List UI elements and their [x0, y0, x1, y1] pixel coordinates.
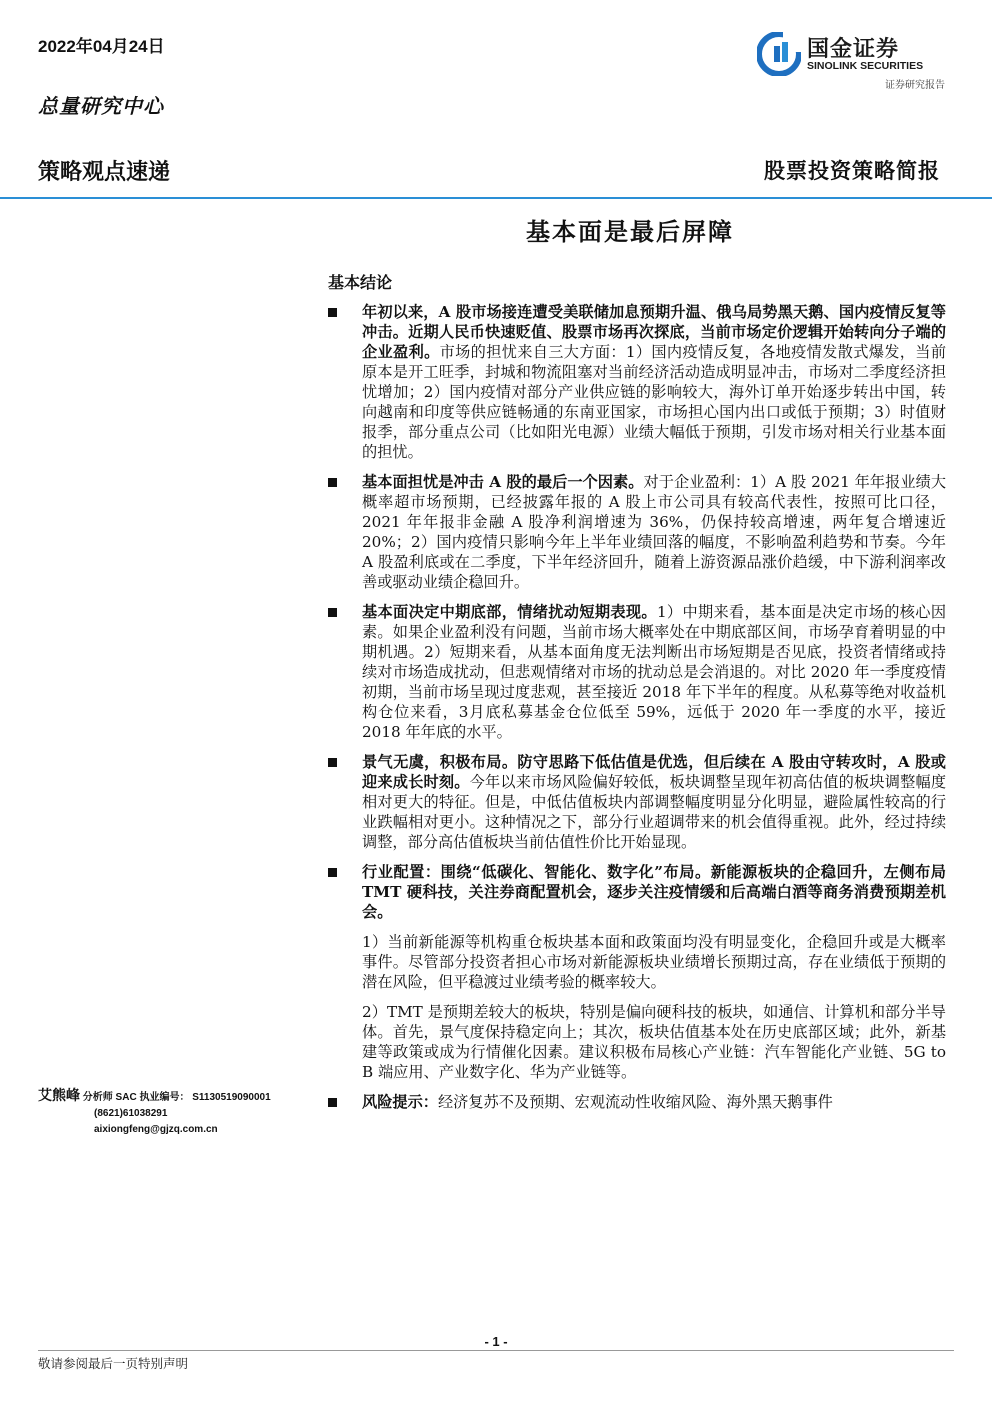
main-content	[328, 302, 946, 1122]
paragraph: 1）当前新能源等机构重仓板块基本面和政策面均没有明显变化，企稳回升或是大概率事件。尽管部分投资者担心市场对新能源板块业绩增长预期过高，存在业绩低于预期的潜在风险，但平稳渡过业绩考验的概率较大。	[362, 933, 946, 991]
risk-bullet	[328, 1092, 946, 1112]
bullet-square-icon	[328, 308, 337, 317]
section-heading: 基本结论	[328, 273, 393, 292]
series-name: 策略观点速递	[38, 160, 171, 185]
report-date: 2022年04月24日	[38, 37, 165, 56]
analyst-name: 艾熊峰	[38, 1088, 80, 1104]
risk-text: 经济复苏不及预期、宏观流动性收缩风险、海外黑天鹅事件	[437, 1093, 833, 1111]
report-type: 股票投资策略简报	[764, 158, 940, 183]
logo-chinese-name: 国金证券	[807, 37, 900, 62]
bullet-item	[328, 752, 946, 852]
page-number: - 1 -	[484, 1334, 508, 1349]
bullet-bold: 基本面担忧是冲击 A 股的最后一个因素。	[362, 473, 644, 491]
paragraph: 2）TMT 是预期差较大的板块，特别是偏向硬科技的板块，如通信、计算机和部分半导体。首先，景气度保持稳定向上；其次，板块估值基本处在历史底部区域；此外，新基建等政策或成为行情催化因素。建议积极布局核心产业链：汽车智能化产业链、5G to B 端应用、产业数字化、华为产业链等。	[362, 1003, 946, 1081]
analyst-info	[38, 1088, 271, 1138]
bullet-square-icon	[328, 1098, 337, 1107]
bullet-text: 今年以来市场风险偏好较低，板块调整呈现年初高估值的板块调整幅度相对更大的特征。但是，中低估值板块内部调整幅度明显分化明显，避险属性较高的行业跌幅相对更小。这种情况之下，部分行业超调带来的机会值得重视。此外，经过持续调整，部分高估值板块当前估值性价比开始显现。	[362, 773, 947, 851]
bullet-square-icon	[328, 758, 337, 767]
analyst-phone: (8621)61038291	[94, 1108, 168, 1119]
bullet-item	[328, 302, 946, 462]
logo-english-name: SINOLINK SECURITIES	[807, 60, 924, 72]
bullet-bold: 基本面决定中期底部，情绪扰动短期表现。	[362, 603, 657, 621]
bullet-bold: 年初以来，A 股市场接连遭受美联储加息预期升温、俄乌局势黑天鹅、国内疫情反复等冲击。近期人民币快速贬值、股票市场再次探底，当前市场定价逻辑开始转向分子端的企业盈利。	[362, 303, 946, 361]
footer-divider	[38, 1350, 954, 1351]
report-title: 基本面是最后屏障	[526, 217, 734, 246]
analyst-sac-id: S1130519090001	[192, 1092, 271, 1103]
bullet-square-icon	[328, 478, 337, 487]
research-center: 总量研究中心	[38, 94, 164, 118]
bullet-item	[328, 862, 946, 922]
bullet-text: 市场的担忧来自三大方面：1）国内疫情反复，各地疫情发散式爆发，当前原本是开工旺季，封城和物流阻塞对当前经济活动造成明显冲击，市场对二季度经济担忧增加；2）国内疫情对部分产业供应链的影响较大，海外订单开始逐步转出中国，转向越南和印度等供应链畅通的东南亚国家，市场担心国内出口或低于预期；3）时值财报季，部分重点公司（比如阳光电源）业绩大幅低于预期，引发市场对相关行业基本面的担忧。	[362, 343, 947, 461]
bullet-square-icon	[328, 868, 337, 877]
company-logo	[755, 28, 955, 92]
risk-label: 风险提示：	[362, 1093, 438, 1111]
bullet-square-icon	[328, 608, 337, 617]
logo-mark-icon	[757, 32, 801, 76]
disclaimer-note: 敬请参阅最后一页特别声明	[38, 1356, 189, 1371]
bullet-item	[328, 472, 946, 592]
bullet-text: 对于企业盈利：1）A 股 2021 年年报业绩大概率超市场预期，已经披露年报的 A 股上市公司具有较高代表性，按照可比口径，2021 年年报非金融 A 股净利润增速为 36%，仍保持较高增速，两年复合增速近 20%；2）国内疫情只影响今年上半年业绩回落的幅度，不影响盈利趋势和节奏。今年 A 股盈利底或在二季度，下半年经济回升，随着上游资源品涨价趋缓，中下游利润率改善或驱动业绩企稳回升。	[362, 473, 947, 591]
bullet-bold: 行业配置：围绕“低碳化、智能化、数字化”布局。新能源板块的企稳回升，左侧布局 TMT 硬科技，关注券商配置机会，逐步关注疫情缓和后高端白酒等商务消费预期差机会。	[362, 863, 946, 921]
analyst-email[interactable]: aixiongfeng@gjzq.com.cn	[94, 1124, 218, 1135]
bullet-item	[328, 602, 946, 742]
analyst-sac-label: 分析师 SAC 执业编号：	[82, 1092, 190, 1103]
logo-subtitle: 证券研究报告	[885, 80, 945, 91]
bullet-bold: 景气无虞，积极布局。防守思路下低估值是优选，但后续在 A 股由守转攻时，A 股或迎来成长时刻。	[362, 753, 946, 791]
bullet-text: 1）中期来看，基本面是决定市场的核心因素。如果企业盈利没有问题，当前市场大概率处在中期底部区间，市场孕育着明显的中期机遇。2）短期来看，从基本面角度无法判断出市场短期是否见底，投资者情绪或持续对市场造成扰动，但悲观情绪对市场的扰动总是会消退的。对比 2020 年一季度疫情初期，当前市场呈现过度悲观，甚至接近 2018 年下半年的程度。从私募等绝对收益机构仓位来看，3月底私募基金仓位低至 59%，远低于 2020 年一季度的水平，接近 2018 年年底的水平。	[362, 603, 947, 741]
header-divider	[0, 197, 992, 199]
